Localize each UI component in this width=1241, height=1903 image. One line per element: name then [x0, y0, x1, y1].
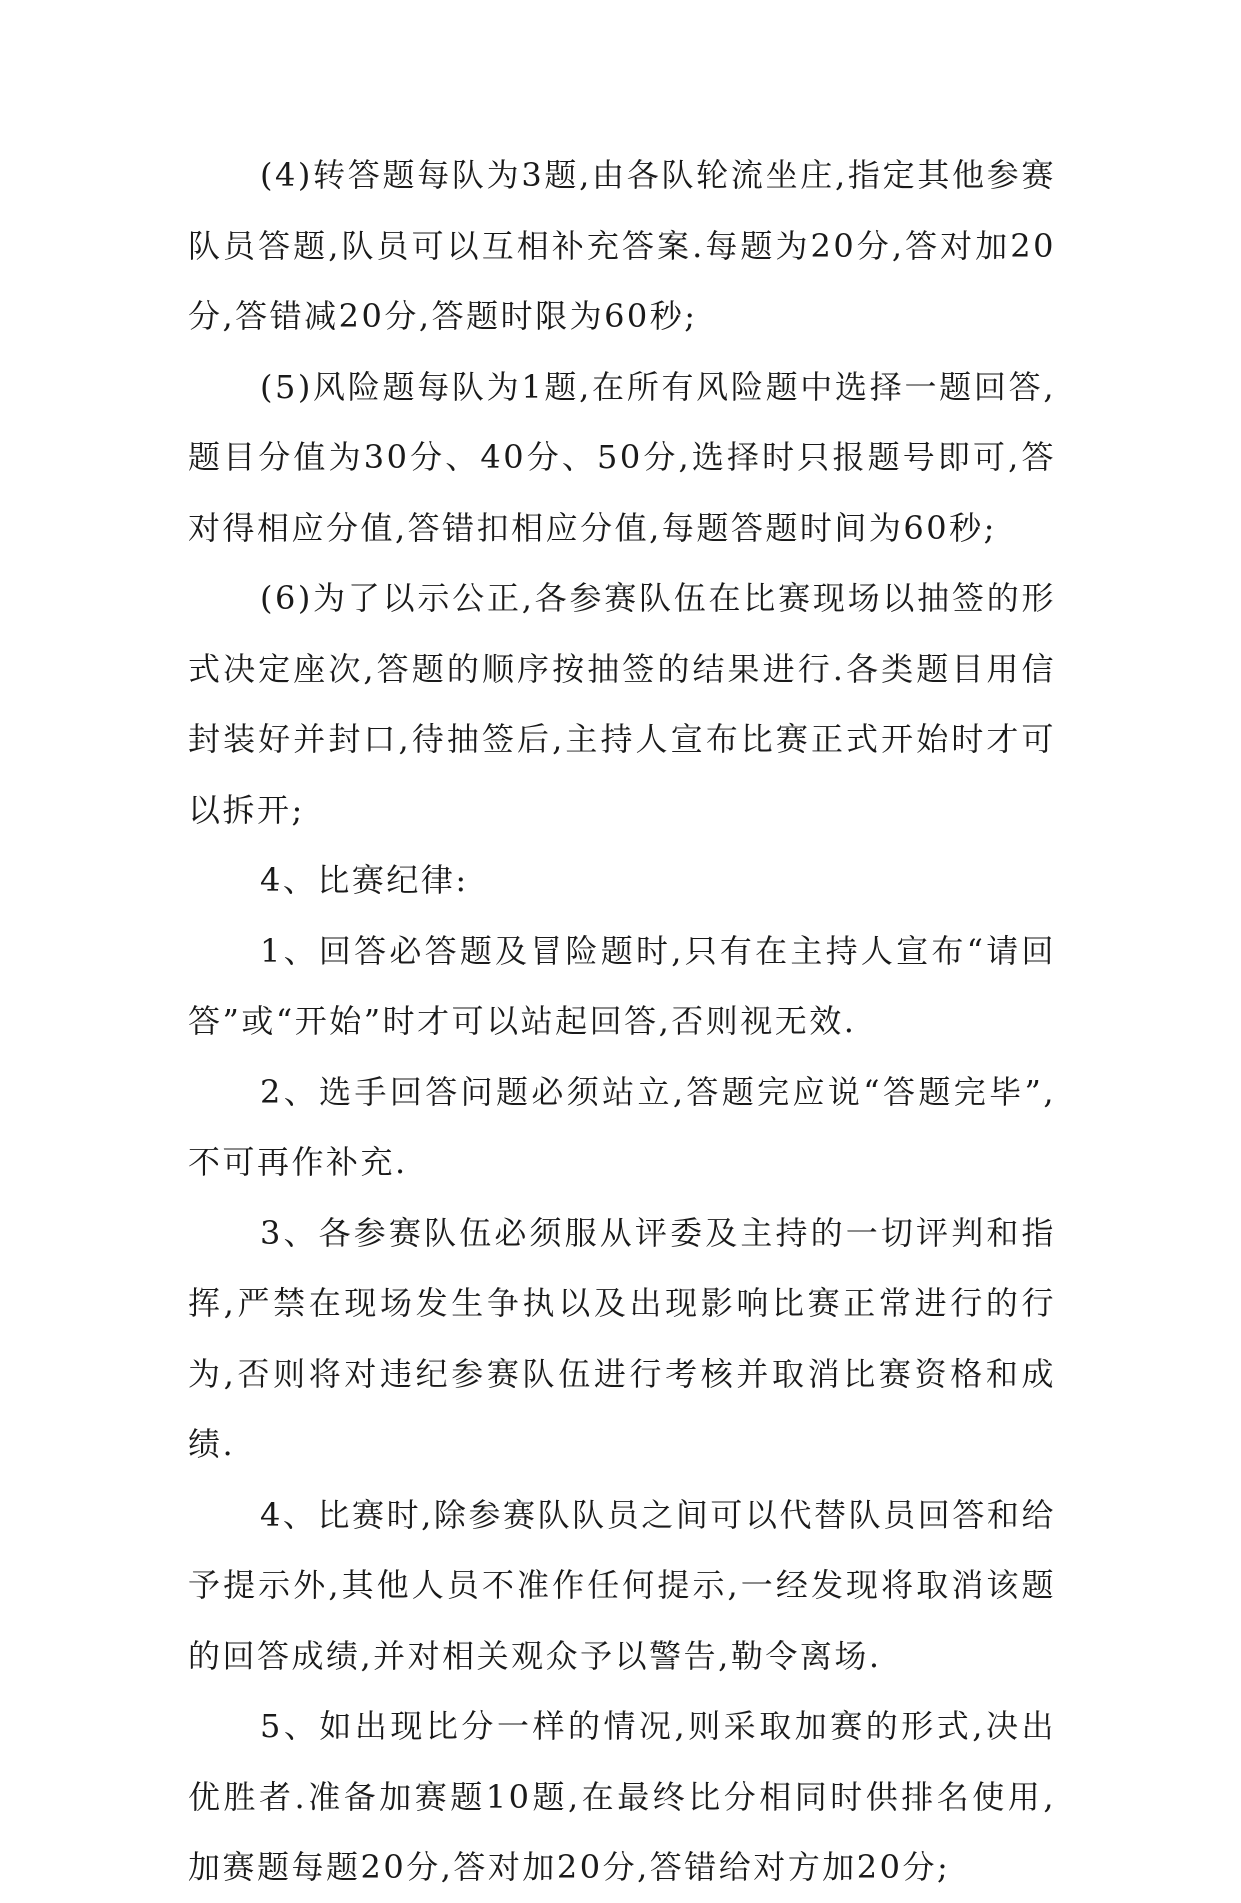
document-page	[188, 140, 1056, 1903]
discipline-item-4: 4、比赛时,除参赛队队员之间可以代替队员回答和给予提示外,其他人员不准作任何提示,一经发现将取消该题的回答成绩,并对相关观众予以警告,勒令离场.	[188, 1495, 1056, 1675]
discipline-item-1: 1、回答必答题及冒险题时,只有在主持人宣布“请回答”或“开始”时才可以站起回答,否则视无效.	[188, 931, 1056, 1040]
discipline-item-2: 2、选手回答问题必须站立,答题完应说“答题完毕”,不可再作补充.	[188, 1072, 1056, 1181]
rule-6-paragraph: (6)为了以示公正,各参赛队伍在比赛现场以抽签的形式决定座次,答题的顺序按抽签的结果进行.各类题目用信封装好并封口,待抽签后,主持人宣布比赛正式开始时才可以拆开;	[188, 579, 1056, 829]
section-heading-discipline: 4、比赛纪律:	[260, 861, 469, 899]
discipline-item-5: 5、如出现比分一样的情况,则采取加赛的形式,决出优胜者.准备加赛题10题,在最终比分相同时供排名使用,加赛题每题20分,答对加20分,答错给对方加20分;	[188, 1707, 1056, 1886]
discipline-item-3: 3、各参赛队伍必须服从评委及主持的一切评判和指挥,严禁在现场发生争执以及出现影响比赛正常进行的行为,否则将对违纪参赛队伍进行考核并取消比赛资格和成绩.	[188, 1213, 1056, 1463]
rule-4-paragraph: (4)转答题每队为3题,由各队轮流坐庄,指定其他参赛队员答题,队员可以互相补充答案.每题为20分,答对加20分,答错减20分,答题时限为60秒;	[188, 156, 1056, 335]
rule-5-paragraph: (5)风险题每队为1题,在所有风险题中选择一题回答,题目分值为30分、40分、50分,选择时只报题号即可,答对得相应分值,答错扣相应分值,每题答题时间为60秒;	[188, 367, 1056, 547]
